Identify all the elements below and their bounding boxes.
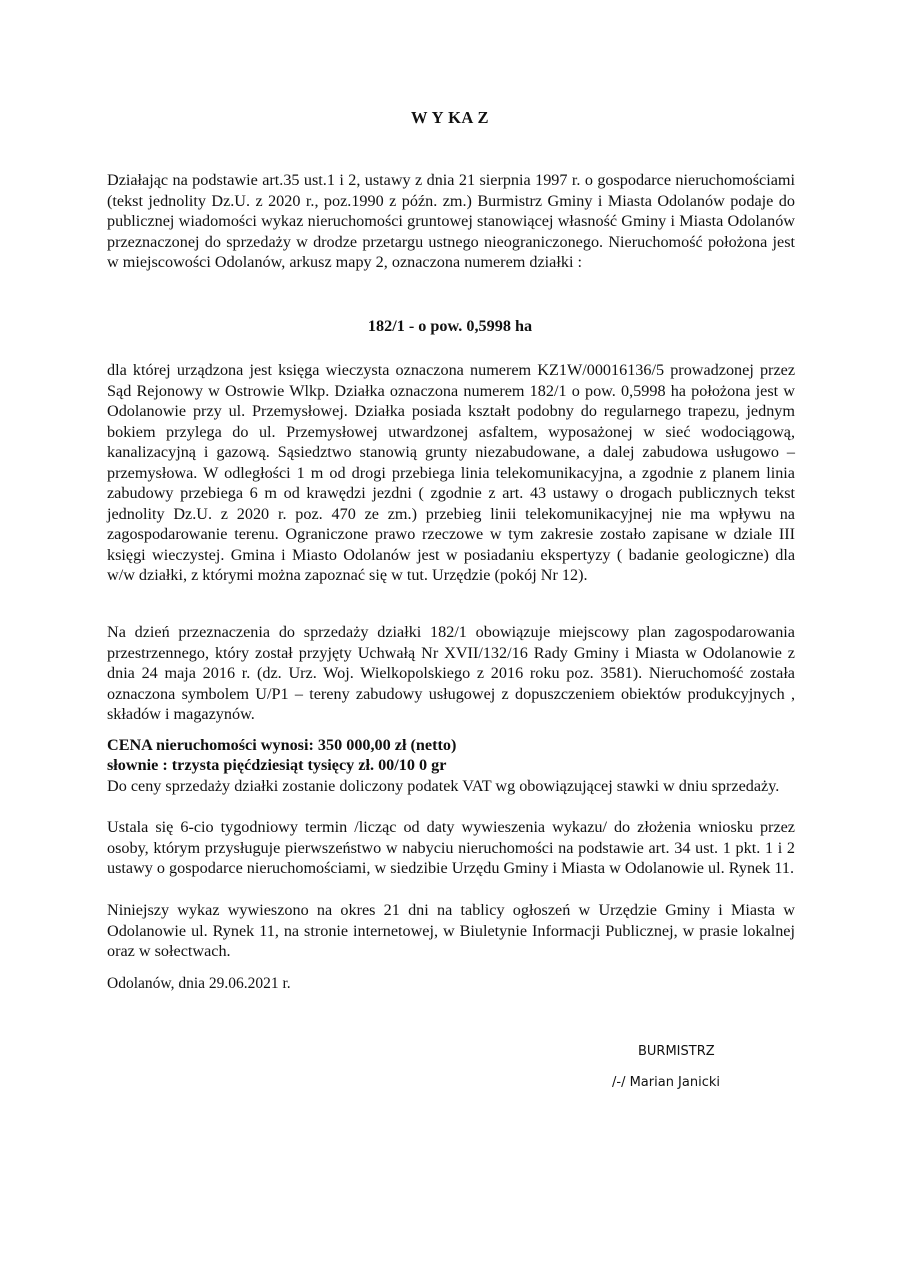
- document-date: Odolanów, dnia 29.06.2021 r.: [107, 975, 291, 992]
- priority-term-paragraph: Ustala się 6-cio tygodniowy termin /licząc od daty wywieszenia wykazu/ do złożenia wniosku przez osoby, którym przysługuje pierwszeństwo w nabyciu nieruchomości na podstawie art. 34 ust. 1 pkt. 1 i 2 ustawy o gospodarce nieruchomościami, w siedzibie Urzędu Gminy i Miasta w Odolanowie ul. Rynek 11.: [107, 818, 795, 877]
- signature-name: /-/ Marian Janicki: [612, 1075, 720, 1090]
- vat-paragraph: Do ceny sprzedaży działki zostanie doliczony podatek VAT wg obowiązującej stawki w dniu sprzedaży.: [107, 777, 780, 795]
- document-title: W Y KA Z: [410, 108, 490, 127]
- price-in-words: słownie : trzysta pięćdziesiąt tysięcy zł. 00/10 0 gr: [107, 756, 447, 774]
- zoning-plan-paragraph: Na dzień przeznaczenia do sprzedaży działki 182/1 obowiązuje miejscowy plan zagospodarowania przestrzennego, który został przyjęty Uchwałą Nr XVII/132/16 Rady Gminy i Miasta w Odolanowie z dnia 24 maja 2016 r. (dz. Urz. Woj. Wielkopolskiego z 2016 roku poz. 3581). Nieruchomość została oznaczona symbolem U/P1 – tereny zabudowy usługowej z dopuszczeniem obiektów produkcyjnych , składów i magazynów.: [107, 623, 795, 723]
- price-line: CENA nieruchomości wynosi: 350 000,00 zł (netto): [107, 736, 457, 754]
- parcel-description-paragraph: dla której urządzona jest księga wieczysta oznaczona numerem KZ1W/00016136/5 prowadzonej przez Sąd Rejonowy w Ostrowie Wlkp. Działka oznaczona numerem 182/1 o pow. 0,5998 ha położona jest w Odolanowie przy ul. Przemysłowej. Działka posiada kształt podobny do regularnego trapezu, jednym bokiem przylega do ul. Przemysłowej utwardzonej asfaltem, wyposażonej w sieć wodociągową, kanalizacyjną i gazową. Sąsiedztwo stanowią grunty niezabudowane, a dalej zabudowa usługowo – przemysłowa. W odległości 1 m od drogi przebiega linia telekomunikacyjna, a zgodnie z planem linia zabudowy przebiega 6 m od krawędzi jezdni ( zgodnie z art. 43 ustawy o drogach publicznych tekst jednolity Dz.U. z 2020 r. poz. 470 ze zm.) przebieg linii telekomunikacyjnej nie ma wpływu na zagospodarowanie terenu. Ograniczone prawo rzeczowe w tym zakresie zostało zapisane w dziale III księgi wieczystej. Gmina i Miasto Odolanów jest w posiadaniu ekspertyzy ( badanie geologiczne) dla w/w działki, z którymi można zapoznać się w tut. Urzędzie (pokój Nr 12).: [107, 361, 795, 584]
- intro-paragraph: Działając na podstawie art.35 ust.1 i 2, ustawy z dnia 21 sierpnia 1997 r. o gospodarce nieruchomościami (tekst jednolity Dz.U. z 2020 r., poz.1990 z późn. zm.) Burmistrz Gminy i Miasta Odolanów podaje do publicznej wiadomości wykaz nieruchomości gruntowej stanowiącej własność Gminy i Miasta Odolanów przeznaczonej do sprzedaży w drodze przetargu ustnego nieograniczonego. Nieruchomość położona jest w miejscowości Odolanów, arkusz mapy 2, oznaczona numerem działki :: [107, 171, 795, 271]
- posting-paragraph: Niniejszy wykaz wywieszono na okres 21 dni na tablicy ogłoszeń w Urzędzie Gminy i Miasta w Odolanowie ul. Rynek 11, na stronie internetowej, w Biuletynie Informacji Publicznej, w prasie lokalnej oraz w sołectwach.: [107, 901, 795, 960]
- signature-title: BURMISTRZ: [638, 1044, 715, 1059]
- parcel-heading: 182/1 - o pow. 0,5998 ha: [367, 317, 533, 335]
